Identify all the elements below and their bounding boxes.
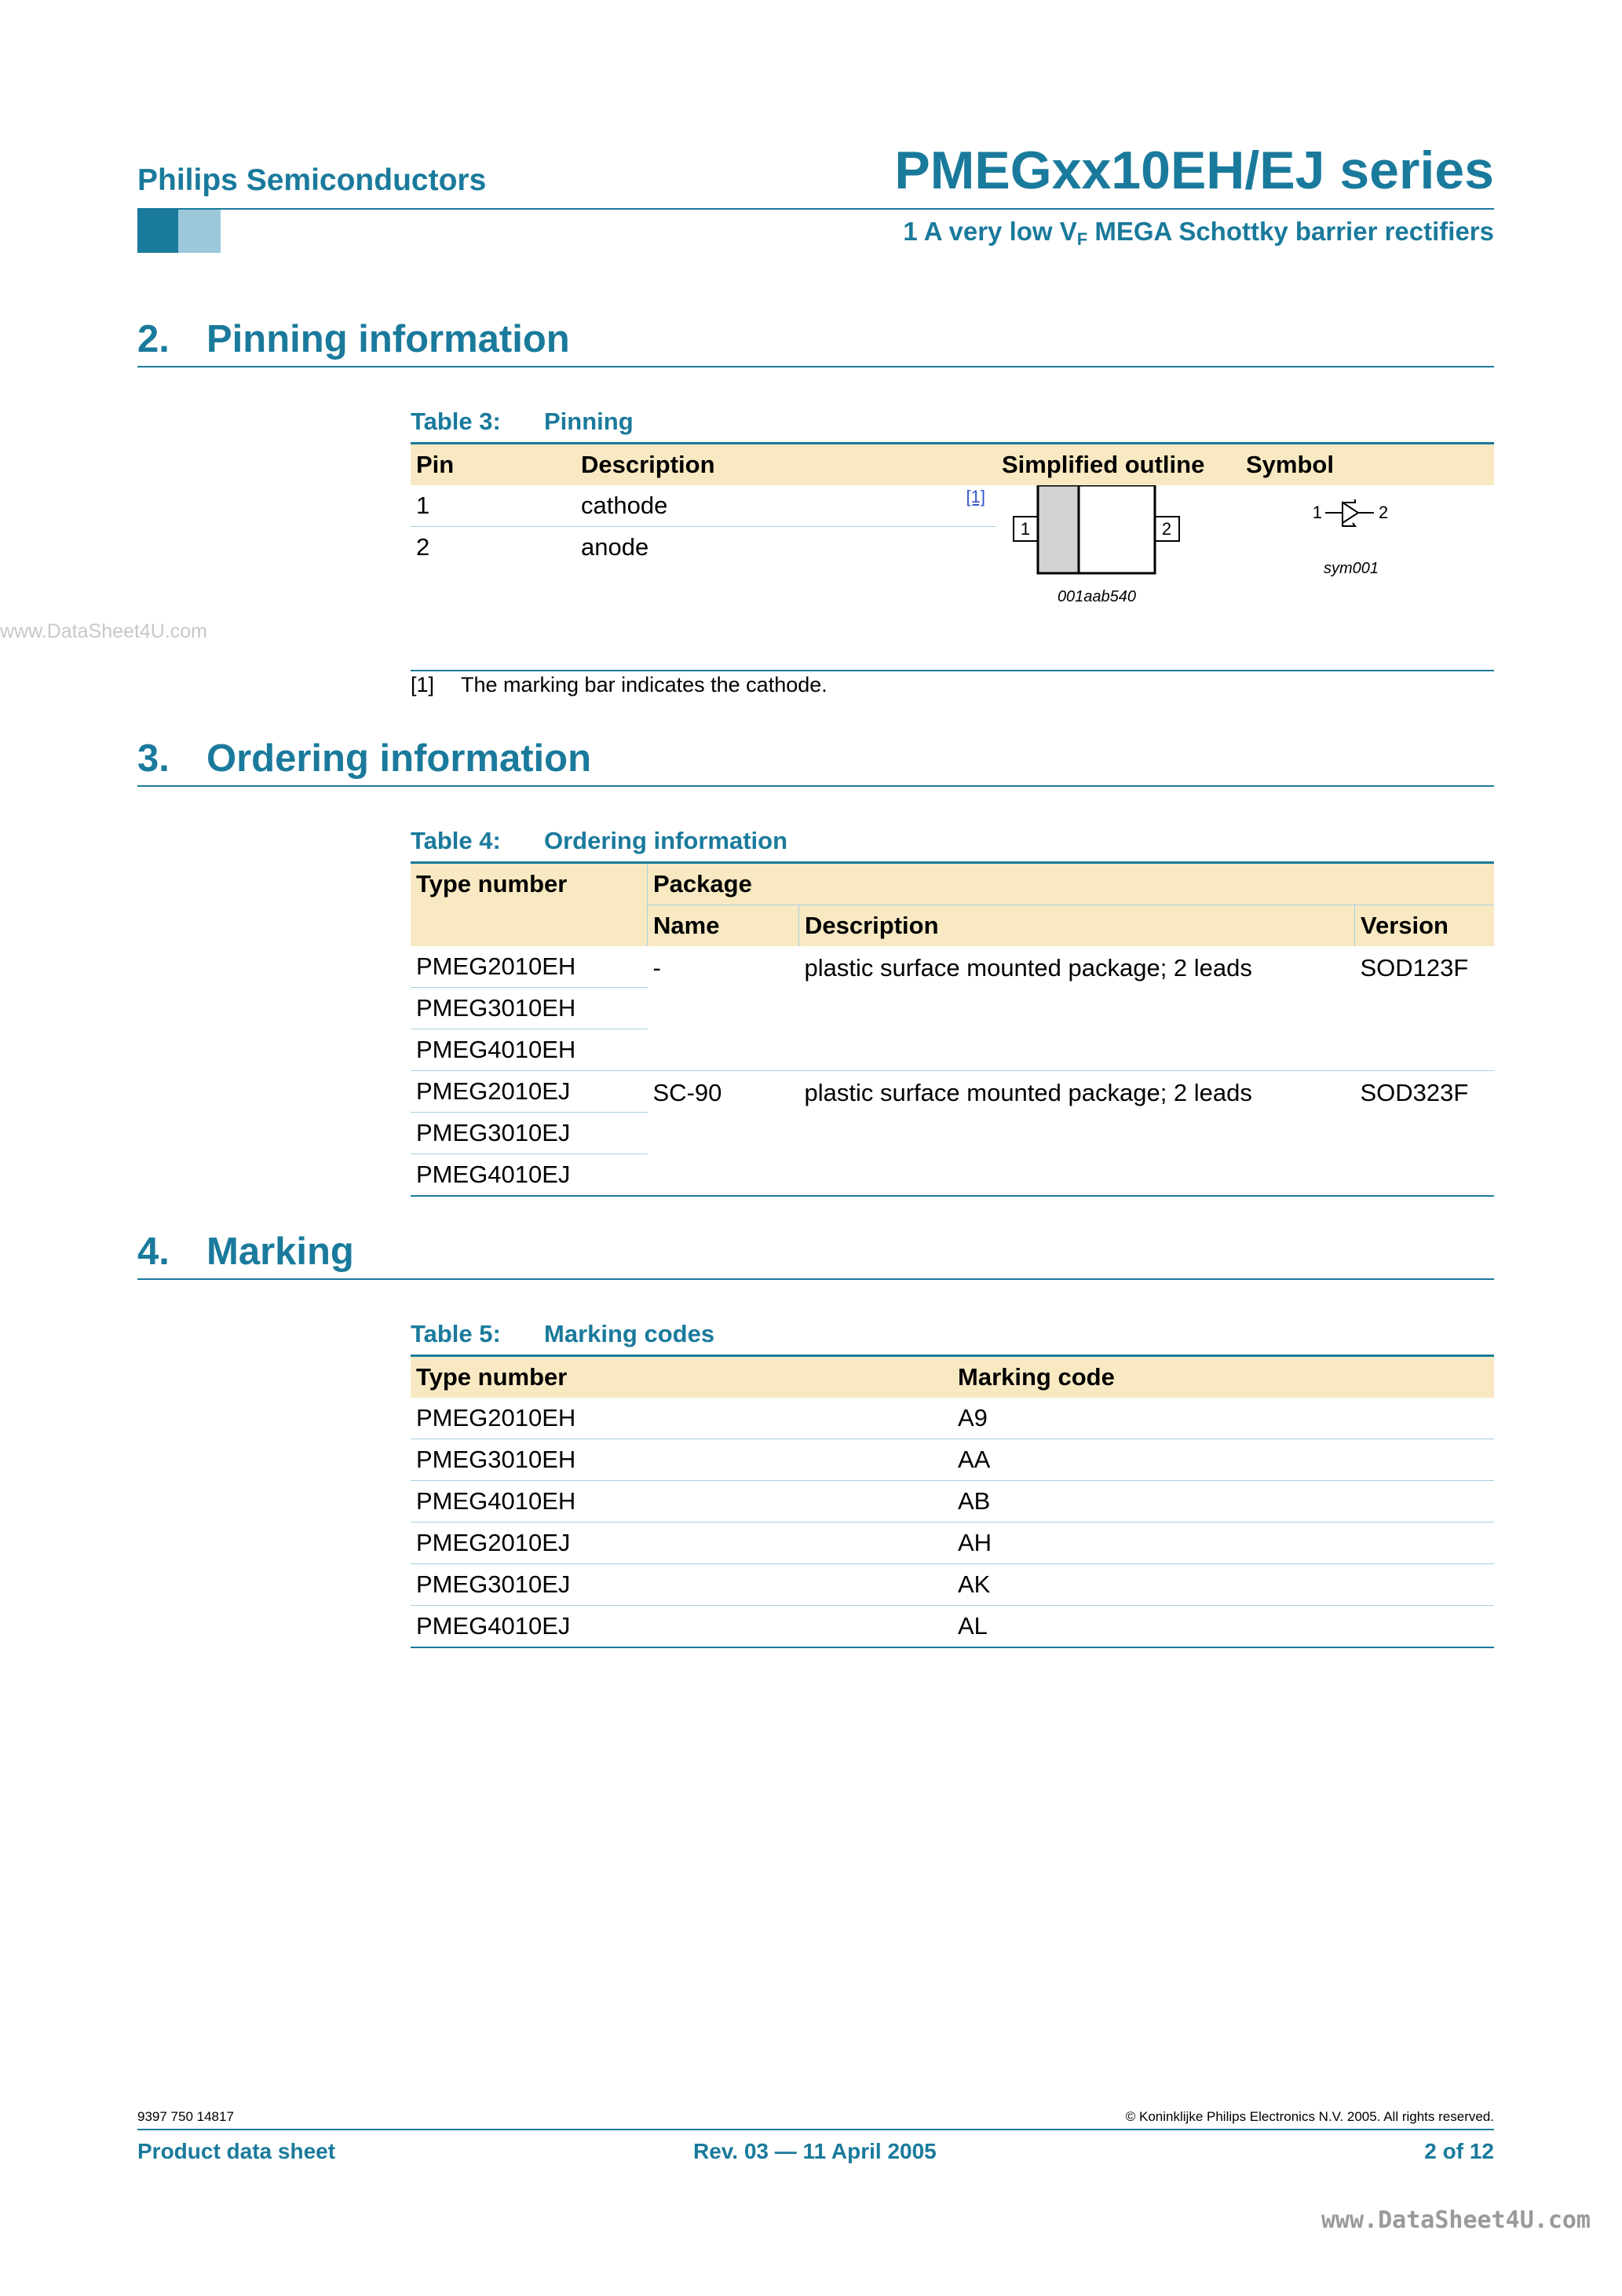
marking-code: AH [952, 1523, 1494, 1564]
type-number: PMEG2010EJ [411, 1523, 952, 1564]
package-name: SC-90 [648, 1071, 799, 1197]
package-name: - [648, 946, 799, 1071]
outline-pin2-label: 2 [1161, 519, 1172, 539]
watermark-left: www.DataSheet4U.com [0, 620, 208, 642]
col-type-number: Type number [411, 863, 648, 947]
table-row [411, 1523, 1494, 1564]
marking-table [411, 1355, 1494, 1648]
header-block-light [178, 210, 221, 253]
type-number: PMEG2010EH [411, 1398, 952, 1439]
footnote-link[interactable]: [1] [966, 487, 985, 506]
symbol-pin2-label: 2 [1379, 503, 1389, 522]
marking-code: AK [952, 1564, 1494, 1606]
symbol-cell [1240, 485, 1494, 671]
col-name: Name [648, 905, 799, 947]
col-marking-code: Marking code [952, 1356, 1494, 1398]
type-number: PMEG3010EJ [411, 1564, 952, 1606]
outline-code: 001aab540 [1057, 588, 1137, 605]
package-outline-drawing [996, 485, 1232, 627]
header-rule [137, 208, 1494, 210]
table-row [411, 1481, 1494, 1523]
type-number: PMEG4010EH [411, 1029, 648, 1071]
marking-code: A9 [952, 1398, 1494, 1439]
page-number: 2 of 12 [1424, 2139, 1494, 2163]
package-version: SOD123F [1355, 946, 1495, 1071]
table3-caption: Table 3: Pinning [411, 408, 634, 435]
col-description: Description [575, 444, 996, 486]
diode-triangle [1343, 503, 1358, 523]
table-row [411, 1606, 1494, 1648]
type-number: PMEG3010EH [411, 1439, 952, 1481]
footer-doc-type: Product data sheet [137, 2139, 336, 2163]
col-pin: Pin [411, 444, 575, 486]
package-version: SOD323F [1355, 1071, 1495, 1197]
col-version: Version [1355, 905, 1495, 947]
outline-pin1-label: 1 [1020, 519, 1031, 539]
col-symbol: Symbol [1240, 444, 1494, 486]
section-heading-ordering: 3. Ordering information [137, 737, 1494, 787]
marking-code: AL [952, 1606, 1494, 1648]
type-number: PMEG2010EJ [411, 1071, 648, 1113]
section-heading-marking: 4. Marking [137, 1230, 1494, 1280]
table-row [411, 1564, 1494, 1606]
symbol-pin1-label: 1 [1312, 503, 1322, 522]
footer-rule [137, 2129, 1494, 2130]
type-number: PMEG4010EJ [411, 1154, 648, 1197]
type-number: PMEG4010EJ [411, 1606, 952, 1648]
type-number: PMEG3010EJ [411, 1113, 648, 1154]
package-description: plastic surface mounted package; 2 leads [799, 1071, 1355, 1197]
ordering-table [411, 861, 1494, 1197]
marking-code: AB [952, 1481, 1494, 1523]
type-number: PMEG2010EH [411, 946, 648, 988]
pin-description: cathode [1] [575, 485, 996, 527]
table-row [411, 1439, 1494, 1481]
col-type-number: Type number [411, 1356, 952, 1398]
table-row [411, 1398, 1494, 1439]
type-number: PMEG4010EH [411, 1481, 952, 1523]
schottky-symbol [1240, 485, 1397, 611]
cathode-marking-bar [1038, 485, 1079, 573]
header-block-dark [137, 210, 178, 253]
marking-code: AA [952, 1439, 1494, 1481]
col-desc: Description [799, 905, 1355, 947]
package-description: plastic surface mounted package; 2 leads [799, 946, 1355, 1071]
type-number: PMEG3010EH [411, 988, 648, 1029]
symbol-code: sym001 [1324, 560, 1379, 577]
table3-footnote: [1] The marking bar indicates the cathode. [411, 673, 827, 696]
table4-caption: Table 4: Ordering information [411, 827, 787, 854]
pin-number: 2 [416, 533, 430, 561]
table5-caption: Table 5: Marking codes [411, 1320, 715, 1347]
doc-number: 9397 750 14817 [137, 2109, 234, 2124]
company-name: Philips Semiconductors [137, 163, 487, 197]
pinning-table [411, 442, 1494, 671]
footer-revision: Rev. 03 — 11 April 2005 [693, 2139, 937, 2163]
pin-number: 1 [411, 485, 575, 527]
watermark-right: www.DataSheet4U.com [1321, 2206, 1591, 2234]
col-package: Package [648, 863, 1495, 905]
document-title: PMEGxx10EH/EJ series [894, 141, 1494, 200]
copyright: © Koninklijke Philips Electronics N.V. 2005. All rights reserved. [1125, 2109, 1494, 2124]
document-subtitle: 1 A very low $V_F$ MEGA Schottky barrier rectifiers [903, 217, 1494, 249]
outline-cell [996, 485, 1240, 671]
col-outline: Simplified outline [996, 444, 1240, 486]
pin-description: anode [581, 533, 649, 561]
section-heading-pinning: 2. Pinning information [137, 317, 1494, 367]
